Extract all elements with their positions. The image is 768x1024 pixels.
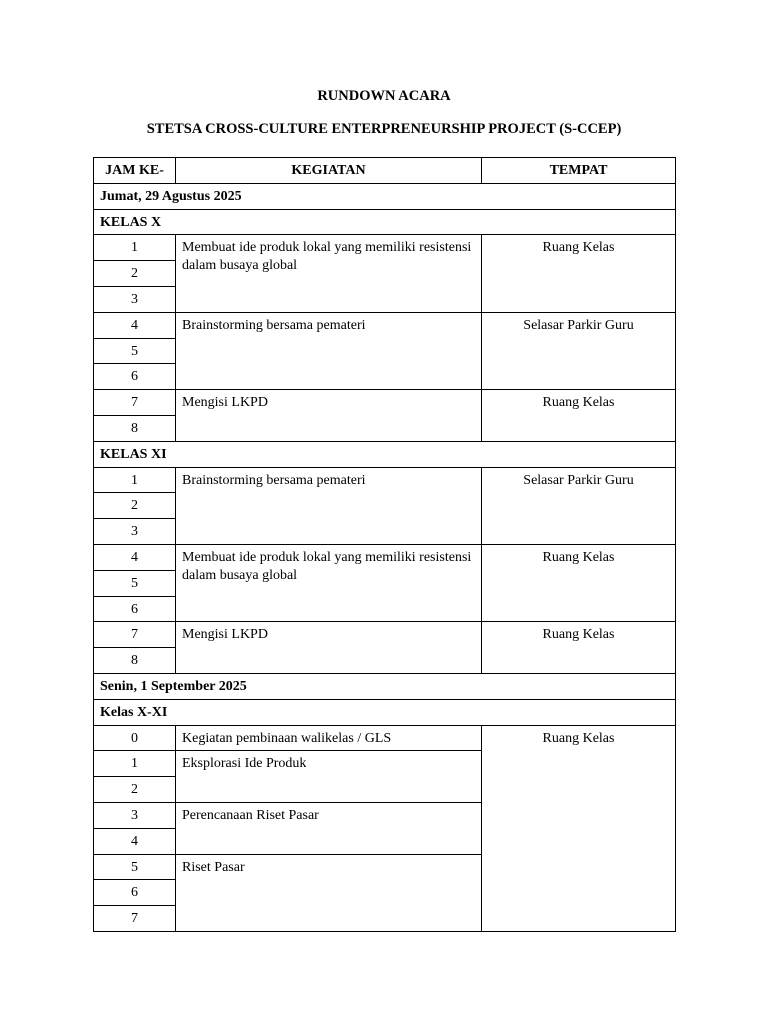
hour-cell: 6	[94, 880, 176, 906]
activity-cell: Mengisi LKPD	[176, 622, 482, 674]
activity-cell: Mengisi LKPD	[176, 390, 482, 442]
hour-cell: 8	[94, 648, 176, 674]
table-row	[94, 725, 676, 751]
activity-cell: Perencanaan Riset Pasar	[176, 802, 482, 854]
place-cell: Ruang Kelas	[482, 622, 676, 674]
place-cell: Selasar Parkir Guru	[482, 312, 676, 389]
hour-cell: 5	[94, 338, 176, 364]
hour-cell: 3	[94, 286, 176, 312]
table-row	[94, 235, 676, 261]
hour-cell: 7	[94, 390, 176, 416]
activity-cell: Membuat ide produk lokal yang memiliki resistensi dalam busaya global	[176, 544, 482, 621]
hour-cell: 1	[94, 467, 176, 493]
activity-cell: Brainstorming bersama pemateri	[176, 467, 482, 544]
rundown-table	[93, 157, 676, 932]
hour-cell: 5	[94, 854, 176, 880]
hour-cell: 1	[94, 751, 176, 777]
activity-cell: Membuat ide produk lokal yang memiliki resistensi dalam busaya global	[176, 235, 482, 312]
header-jam: JAM KE-	[94, 158, 176, 184]
hour-cell: 6	[94, 596, 176, 622]
activity-cell: Riset Pasar	[176, 854, 482, 931]
place-cell: Ruang Kelas	[482, 725, 676, 931]
class-label: Kelas X-XI	[94, 699, 676, 725]
document-subtitle: STETSA CROSS-CULTURE ENTERPRENEURSHIP PROJECT (S-CCEP)	[146, 121, 622, 137]
class-row	[94, 699, 676, 725]
day-label: Senin, 1 September 2025	[94, 673, 676, 699]
class-label: KELAS XI	[94, 441, 676, 467]
hour-cell: 0	[94, 725, 176, 751]
class-label: KELAS X	[94, 209, 676, 235]
activity-cell: Kegiatan pembinaan walikelas / GLS	[176, 725, 482, 751]
hour-cell: 4	[94, 544, 176, 570]
day-label: Jumat, 29 Agustus 2025	[94, 183, 676, 209]
hour-cell: 4	[94, 312, 176, 338]
hour-cell: 1	[94, 235, 176, 261]
activity-cell: Brainstorming bersama pemateri	[176, 312, 482, 389]
day-row	[94, 183, 676, 209]
activity-cell: Eksplorasi Ide Produk	[176, 751, 482, 803]
class-row	[94, 209, 676, 235]
table-row	[94, 622, 676, 648]
hour-cell: 7	[94, 906, 176, 932]
day-row	[94, 673, 676, 699]
hour-cell: 6	[94, 364, 176, 390]
place-cell: Ruang Kelas	[482, 390, 676, 442]
header-kegiatan: KEGIATAN	[176, 158, 482, 184]
header-tempat: TEMPAT	[482, 158, 676, 184]
document-title: RUNDOWN ACARA	[317, 88, 451, 104]
place-cell: Ruang Kelas	[482, 235, 676, 312]
place-cell: Selasar Parkir Guru	[482, 467, 676, 544]
hour-cell: 3	[94, 802, 176, 828]
table-row	[94, 544, 676, 570]
table-row	[94, 390, 676, 416]
table-row	[94, 467, 676, 493]
hour-cell: 7	[94, 622, 176, 648]
hour-cell: 3	[94, 519, 176, 545]
table-row	[94, 312, 676, 338]
table-header-row	[94, 158, 676, 184]
hour-cell: 8	[94, 415, 176, 441]
hour-cell: 2	[94, 777, 176, 803]
class-row	[94, 441, 676, 467]
hour-cell: 2	[94, 261, 176, 287]
hour-cell: 4	[94, 828, 176, 854]
place-cell: Ruang Kelas	[482, 544, 676, 621]
hour-cell: 5	[94, 570, 176, 596]
hour-cell: 2	[94, 493, 176, 519]
